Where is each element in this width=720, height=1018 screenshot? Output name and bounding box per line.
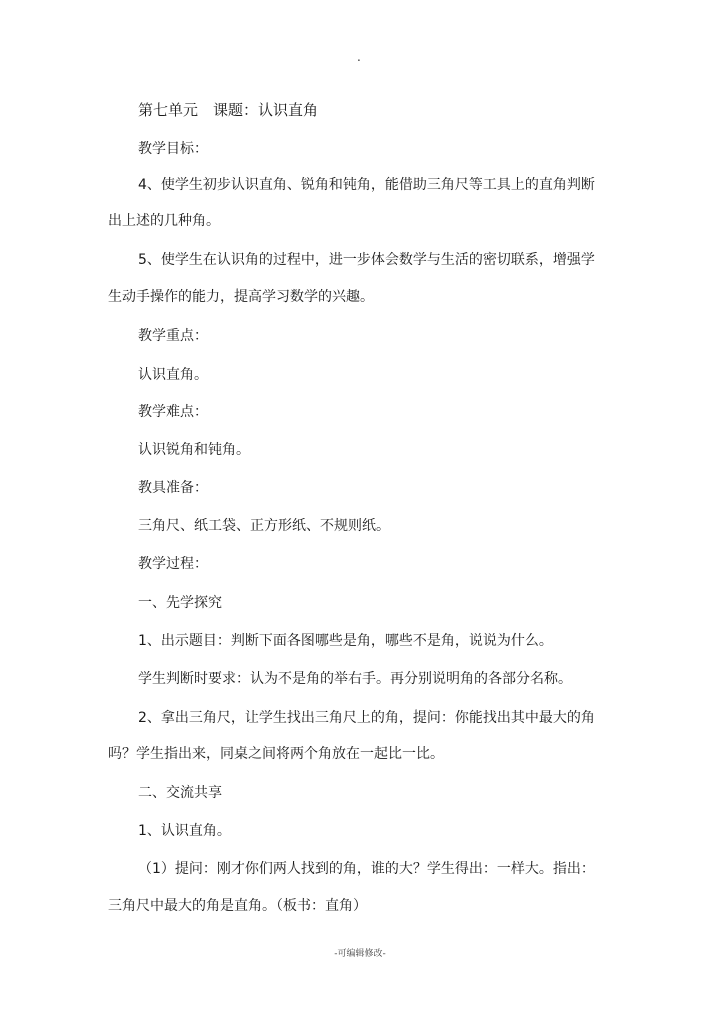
text-line: 教具准备：: [138, 480, 208, 496]
text-line: 1、认识直角。: [138, 823, 231, 839]
page-footer: -可编辑修改-: [334, 949, 386, 959]
text-line: （1）提问：刚才你们两人找到的角，谁的大？学生得出：一样大。指出：: [138, 861, 595, 877]
text-line: 认识锐角和钝角。: [138, 442, 250, 458]
text-line: 4、使学生初步认识直角、锐角和钝角，能借助三角尺等工具上的直角判断: [138, 177, 595, 193]
header-mark: .: [357, 50, 361, 64]
text-line: 认识直角。: [138, 367, 208, 383]
text-line: 三角尺中最大的角是直角。（板书：直角）: [108, 898, 367, 914]
text-line: 1、出示题目：判断下面各图哪些是角，哪些不是角，说说为什么。: [138, 633, 553, 649]
text-line: 教学难点：: [138, 404, 208, 420]
text-line: 教学过程：: [138, 556, 208, 572]
text-line: 教学重点：: [138, 328, 208, 344]
section-heading: 一、先学探究: [138, 595, 222, 611]
page-title: 第七单元 课题：认识直角: [138, 101, 319, 119]
text-line: 5、使学生在认识角的过程中，进一步体会数学与生活的密切联系，增强学: [138, 252, 595, 268]
text-line: 吗？学生指出来，同桌之间将两个角放在一起比一比。: [108, 746, 444, 762]
text-line: 2、拿出三角尺，让学生找出三角尺上的角，提问：你能找出其中最大的角: [138, 710, 595, 726]
text-line: 出上述的几种角。: [108, 213, 220, 229]
section-heading: 二、交流共享: [138, 785, 222, 801]
text-line: 三角尺、纸工袋、正方形纸、不规则纸。: [138, 518, 390, 534]
text-line: 教学目标：: [138, 141, 208, 157]
text-line: 生动手操作的能力，提高学习数学的兴趣。: [108, 289, 374, 305]
text-line: 学生判断时要求：认为不是角的举右手。再分别说明角的各部分名称。: [138, 671, 572, 687]
